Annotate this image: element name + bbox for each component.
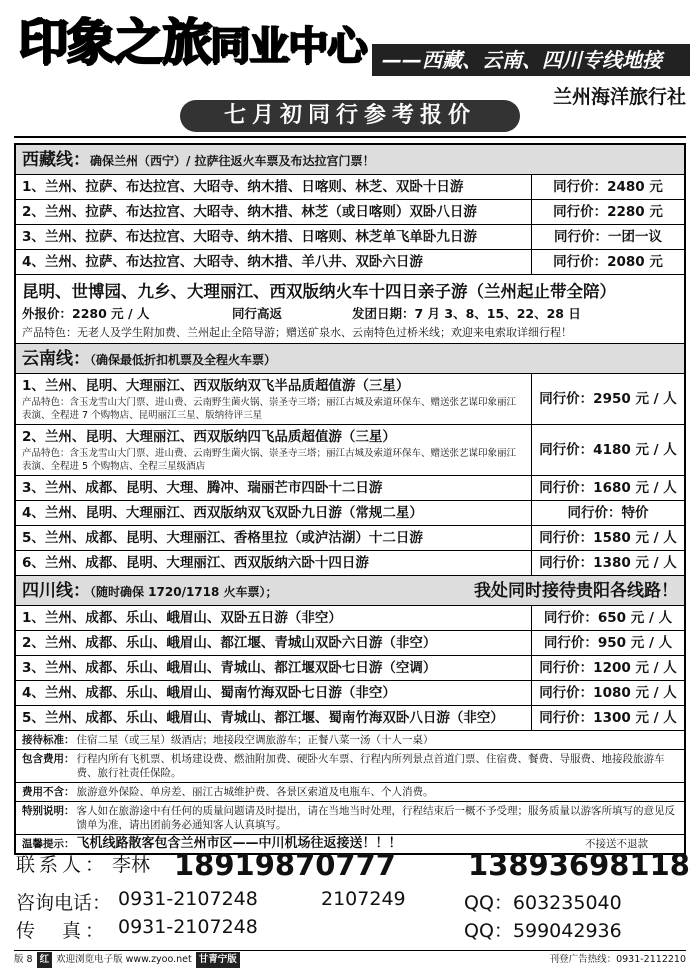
tel-number-1[interactable]: 0931-2107248: [118, 888, 258, 910]
family-tour-title: 昆明、世博园、九乡、大理丽江、西双版纳火车十四日亲子游（兰州起止带全陪）: [22, 282, 616, 301]
term-text: 行程内所有飞机票、机场建设费、燃油附加费、硬卧火车票、行程内所列景点首道门票、住宿费、餐费、导服费、地接段旅游车费、旅行社责任保险。: [76, 753, 665, 779]
section-note: 确保兰州（西宁）/ 拉萨往返火车票及布达拉宫门票！: [90, 154, 375, 168]
route-name: 6、兰州、成都、昆明、大理丽江、西双版纳六卧十四日游: [16, 551, 532, 575]
table-row: [16, 606, 684, 631]
section-note: （随时确保 1720/1718 火车票）；: [90, 585, 278, 599]
term-included: [16, 750, 684, 783]
route-price: 同行价：2950 元 / 人: [539, 391, 677, 407]
table-row: [16, 631, 684, 656]
route-price: 同行价：4180 元 / 人: [539, 442, 677, 458]
route-name: 2、兰州、成都、乐山、峨眉山、都江堰、青城山双卧六日游（非空）: [16, 631, 532, 655]
qq-number-2[interactable]: QQ：599042936: [464, 920, 622, 942]
section-yunnan-header: [16, 344, 684, 374]
family-tour-features: 产品特色：无老人及学生附加费、兰州起止全陪导游；赠送矿泉水、云南特色过桥米线；欢迎来电索取详细行程！: [22, 326, 572, 339]
qq-number-1[interactable]: QQ：603235040: [464, 892, 622, 914]
ad-hotline: 刊登广告热线：0931-2112210: [549, 953, 686, 965]
contact-row: [16, 916, 686, 944]
page-number: 版 8: [14, 953, 33, 965]
table-row: [16, 476, 684, 501]
term-excluded: [16, 783, 684, 802]
table-row: [16, 656, 684, 681]
contact-label: 联系人：: [16, 854, 109, 876]
route-price: 同行价：2280 元: [553, 204, 663, 220]
route-price: 同行价：1580 元 / 人: [539, 530, 677, 546]
section-tibet-header: [16, 145, 684, 175]
route-price: 同行价：2480 元: [553, 179, 663, 195]
term-text: 旅游意外保险、单房差、丽江古城维护费、各景区索道及电瓶车、个人消费。: [76, 786, 434, 798]
section-title: 四川线：: [22, 581, 90, 601]
route-cell: [16, 425, 532, 475]
route-price: 同行价：1300 元 / 人: [539, 710, 677, 726]
table-row: [16, 200, 684, 225]
table-row: [16, 250, 684, 275]
outside-price: 外报价：2280 元 / 人: [22, 306, 150, 321]
table-row: [16, 706, 684, 731]
route-price: 同行价：1380 元 / 人: [539, 555, 677, 571]
section-title: 西藏线：: [22, 150, 90, 170]
term-service-standard: [16, 731, 684, 750]
section-title: 云南线：: [22, 349, 90, 369]
tel-label: 咨询电话：: [16, 892, 112, 914]
term-label: 费用不含：: [22, 786, 75, 798]
fax-label: 传 真：: [16, 920, 109, 942]
table-row: [16, 225, 684, 250]
brand-logo: [18, 12, 366, 76]
departure-dates: 发团日期：7 月 3、8、15、22、28 日: [352, 306, 581, 321]
route-name: 1、兰州、昆明、大理丽江、西双版纳双飞半品质超值游（三星）: [22, 378, 410, 394]
section-note: （确保最低折扣机票及全程火车票）: [90, 353, 277, 367]
family-tour-details: [22, 304, 678, 322]
section-sichuan-header: [16, 576, 684, 606]
mobile-phone-2[interactable]: 13893698118: [468, 848, 690, 882]
route-name: 5、兰州、成都、乐山、峨眉山、青城山、都江堰、蜀南竹海双卧八日游（非空）: [16, 706, 532, 730]
route-cell: [16, 374, 532, 424]
route-name: 3、兰州、拉萨、布达拉宫、大昭寺、纳木措、日喀则、林芝单飞单卧九日游: [16, 225, 532, 249]
brand-name: 印象之旅: [18, 13, 210, 71]
route-price: 同行价：1080 元 / 人: [539, 685, 677, 701]
table-row: [16, 175, 684, 200]
header-divider: [14, 136, 686, 138]
route-note: 产品特色：含玉龙雪山大门票、进山费、云南野生菌火锅、崇圣寺三塔；丽江古城及索道环保车、赠送张艺谋印象丽江表演、全程进 7 个购物店、昆明丽江三星、版纳待评三星: [22, 397, 517, 421]
fax-number[interactable]: 0931-2107248: [118, 916, 258, 938]
term-text: 住宿二星（或三星）级酒店；地接段空调旅游车；正餐八菜一汤（十人一桌）: [76, 734, 434, 746]
route-name: 4、兰州、拉萨、布达拉宫、大昭寺、纳木措、羊八井、双卧六日游: [16, 250, 532, 274]
contact-name: 李林: [112, 854, 151, 876]
route-price: 同行价：2080 元: [553, 254, 663, 270]
route-name: 5、兰州、成都、昆明、大理丽江、香格里拉（或泸沽湖）十二日游: [16, 526, 532, 550]
route-price: 同行价：1680 元 / 人: [539, 480, 677, 496]
term-label: 包含费用：: [22, 753, 75, 765]
agency-name: 兰州海洋旅行社: [552, 86, 686, 108]
route-name: 2、兰州、昆明、大理丽江、西双版纳四飞品质超值游（三星）: [22, 429, 396, 445]
brand-subtitle: 同业中心: [210, 23, 366, 69]
route-name: 1、兰州、成都、乐山、峨眉山、双卧五日游（非空）: [16, 606, 532, 630]
header: [0, 0, 700, 143]
route-price: 同行价：650 元 / 人: [543, 610, 673, 626]
page-footer: [14, 950, 686, 968]
route-name: 2、兰州、拉萨、布达拉宫、大昭寺、纳木措、林芝（或日喀则）双卧八日游: [16, 200, 532, 224]
mobile-phone-1[interactable]: 18919870777: [174, 848, 396, 882]
route-price: 同行价：1200 元 / 人: [539, 660, 677, 676]
tel-number-2[interactable]: 2107249: [321, 888, 406, 910]
contact-row: [16, 848, 690, 888]
page-title: 七月初同行参考报价: [180, 100, 520, 132]
route-price: 同行价：一团一议: [554, 229, 662, 245]
route-name: 4、兰州、成都、乐山、峨眉山、蜀南竹海双卧七日游（非空）: [16, 681, 532, 705]
route-price: 同行价：特价: [567, 505, 649, 521]
term-label: 特别说明：: [22, 805, 75, 817]
region-tag: 甘青宁版: [196, 952, 240, 968]
table-row: [16, 526, 684, 551]
route-price: 同行价：950 元 / 人: [543, 635, 673, 651]
route-name: 3、兰州、成都、乐山、峨眉山、青城山、都江堰双卧七日游（空调）: [16, 656, 532, 680]
table-row: [16, 374, 684, 425]
contact-block: [16, 848, 690, 944]
slogan-banner: ——西藏、云南、四川专线地接: [372, 44, 690, 76]
table-row: [16, 551, 684, 576]
term-label: 接待标准：: [22, 734, 75, 746]
tip-text: 飞机线路散客包含兰州市区——中川机场往返接送！！！: [76, 836, 402, 851]
route-name: 1、兰州、拉萨、布达拉宫、大昭寺、纳木措、日喀则、林芝、双卧十日游: [16, 175, 532, 199]
route-note: 产品特色：含玉龙雪山大门票、进山费、云南野生菌火锅、崇圣寺三塔；丽江古城及索道环保车、赠送张艺谋印象丽江表演、全程进 5 个购物店、全程三星级酒店: [22, 448, 517, 472]
table-row: [16, 681, 684, 706]
term-text: 客人如在旅游途中有任何的质量问题请及时提出，请在当地当时处理，行程结束后一概不予受理；服务质量以游客所填写的意见反馈单为准，请出团前务必通知客人认真填写。: [76, 805, 675, 831]
table-row: [16, 425, 684, 476]
family-tour-block: [16, 275, 684, 344]
contact-row: [16, 888, 686, 916]
table-row: [16, 501, 684, 526]
website-note[interactable]: 欢迎浏览电子版 www.zyoo.net: [56, 953, 192, 965]
route-name: 4、兰州、昆明、大理丽江、西双版纳双飞双卧九日游（常规二星）: [16, 501, 532, 525]
route-name: 3、兰州、成都、昆明、大理、腾冲、瑞丽芒市四卧十二日游: [16, 476, 532, 500]
edition-tag: 红: [37, 952, 53, 968]
guiyang-notice: 我处同时接待贵阳各线路！: [474, 581, 678, 601]
price-table: [14, 143, 686, 855]
peer-rebate: 同行高返: [232, 306, 283, 321]
no-refund-note: 不接送不退款: [585, 838, 648, 850]
tip-label: 温馨提示：: [22, 838, 75, 850]
term-special-note: [16, 802, 684, 835]
